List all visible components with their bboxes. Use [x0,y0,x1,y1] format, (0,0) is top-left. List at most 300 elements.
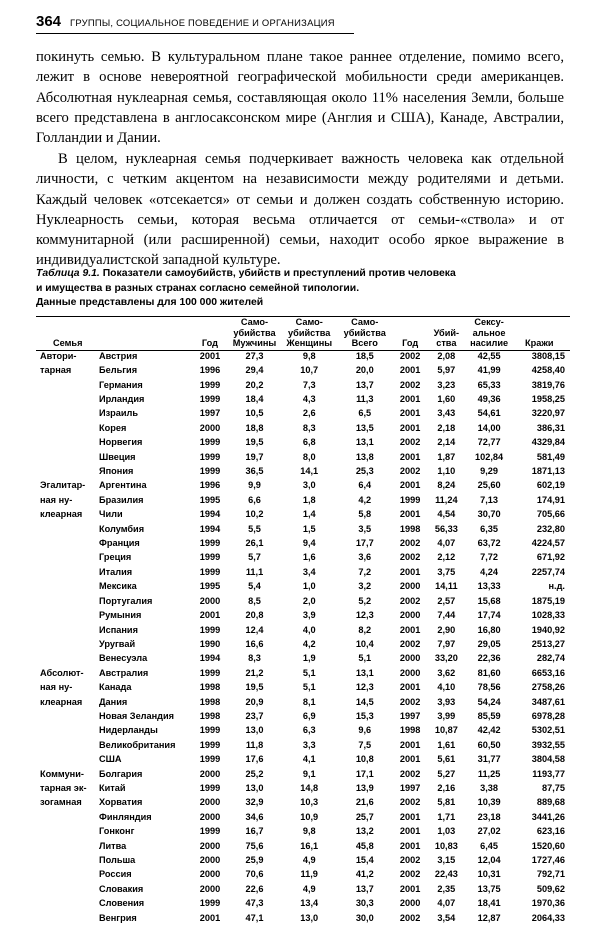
value-cell-homicide: 5,61 [437,754,456,765]
value-cell-men: 19,5 [245,682,264,693]
value-cell-year1: 1994 [199,523,221,534]
column-header-family: Семья [36,317,192,351]
value-cell-women: 5,1 [302,667,316,678]
value-cell-year2: 2002 [399,595,421,606]
value-cell-total: 13,9 [355,782,374,793]
value-cell-men: 18,8 [245,422,264,433]
value-cell-year1: 2000 [199,811,221,822]
country-cell: Словения [99,898,145,909]
country-cell: Швеция [99,451,136,462]
value-cell-total: 9,6 [358,725,372,736]
value-cell-theft: 1875,19 [531,595,565,606]
value-cell-women: 4,3 [302,394,316,404]
value-cell-sexual: 42,55 [477,350,501,361]
value-cell-men: 47,3 [245,898,264,909]
value-cell-theft: 87,75 [542,782,565,793]
value-cell-women: 4,9 [302,883,316,894]
value-cell-year2: 2002 [399,466,421,477]
value-cell-men: 26,1 [245,538,264,549]
table-row [36,913,570,927]
table-row [36,653,570,667]
value-cell-total: 15,3 [355,710,374,721]
value-cell-year2: 2001 [399,754,421,765]
value-cell-sexual: 15,68 [477,595,501,606]
value-cell-year1: 2000 [199,869,221,880]
value-cell-total: 25,7 [355,811,374,822]
value-cell-sexual: 85,59 [477,710,501,721]
value-cell-women: 10,9 [300,811,319,822]
value-cell-women: 10,7 [300,365,319,376]
value-cell-year2: 2001 [399,624,421,635]
value-cell-total: 30,0 [355,912,374,923]
value-cell-total: 11,3 [356,394,374,404]
country-cell: Мексика [99,581,137,592]
paragraph-text: покинуть семью. В культуральном плане такое раннее отделение, помимо всего, лежит в основе невероятной географической мобильности среди американцев. Абсолютная нуклеарная семья, составляющая около 11% населения Земли, больше всего представлена в англосаксонском мире (Англия и США), Канаде, Австралии, Голландии и Дании. [36,49,564,147]
value-cell-homicide: 10,87 [434,725,458,736]
value-cell-year2: 2002 [399,696,421,707]
table-row [36,408,570,422]
value-cell-theft: 705,66 [536,509,565,520]
value-cell-theft: 889,68 [536,797,565,808]
value-cell-total: 30,3 [355,898,374,909]
value-cell-sexual: 4,24 [480,566,499,577]
header-line: убийства [343,327,386,338]
value-cell-homicide: 3,75 [437,566,456,577]
value-cell-sexual: 25,60 [477,480,501,491]
table-row [36,380,570,394]
value-cell-year2: 2002 [399,869,421,880]
value-cell-homicide: 4,10 [437,682,456,693]
table-row [36,610,570,624]
value-cell-women: 7,3 [302,379,316,390]
column-header-suicide-women [281,317,337,351]
value-cell-total: 15,4 [355,855,374,865]
value-cell-year2: 2001 [399,480,421,491]
value-cell-total: 18,5 [355,350,374,361]
family-type-cell [36,884,97,898]
value-cell-year1: 1996 [199,480,221,491]
country-cell: Корея [99,422,127,433]
value-cell-year2: 1999 [399,494,421,505]
column-header-year-suicide: Год [192,317,228,351]
table-row [36,394,570,408]
value-cell-sexual: 13,75 [477,883,501,894]
value-cell-year2: 2002 [399,437,421,448]
country-cell: Нидерланды [99,725,158,736]
value-cell-total: 5,8 [358,509,372,520]
value-cell-men: 13,0 [245,725,264,736]
family-type-cell [36,754,97,768]
value-cell-year1: 1999 [199,624,221,635]
family-type-cell [36,740,97,754]
table-row [36,769,570,783]
family-type-cell: тарная эк- [40,782,87,793]
value-cell-theft: 792,71 [536,869,565,880]
value-cell-sexual: 3,38 [480,782,499,793]
value-cell-year2: 2002 [399,768,421,779]
value-cell-year2: 1998 [399,725,421,736]
country-cell: Франция [99,538,140,549]
value-cell-women: 1,4 [302,509,316,520]
value-cell-women: 14,8 [300,782,319,793]
table-row [36,581,570,595]
column-header-year-crime: Год [392,317,428,351]
country-cell: Бельгия [99,365,138,376]
table-row [36,480,570,494]
value-cell-homicide: 3,54 [437,912,456,923]
value-cell-sexual: 65,33 [477,379,501,390]
value-cell-men: 20,2 [245,379,264,390]
value-cell-homicide: 2,57 [437,595,456,606]
table-header-row [36,317,570,351]
value-cell-women: 1,8 [302,494,316,505]
value-cell-men: 17,6 [245,754,264,765]
country-cell: Португалия [99,595,153,606]
value-cell-women: 1,0 [302,581,316,592]
value-cell-sexual: 13,33 [477,581,501,592]
country-cell: Норвегия [99,437,143,448]
value-cell-year2: 2001 [399,566,421,577]
value-cell-year1: 1998 [199,682,221,693]
value-cell-homicide: 2,14 [437,437,456,448]
value-cell-year2: 2000 [399,667,421,678]
value-cell-total: 17,1 [355,768,374,779]
value-cell-women: 1,5 [302,523,316,534]
country-cell: Аргентина [99,480,147,491]
value-cell-homicide: 14,11 [435,581,458,592]
value-cell-year1: 1999 [199,898,221,909]
value-cell-total: 13,5 [355,422,374,433]
value-cell-men: 20,8 [245,610,264,621]
value-cell-total: 41,2 [355,869,374,880]
value-cell-sexual: 11,25 [477,768,501,779]
value-cell-total: 45,8 [355,840,374,851]
value-cell-total: 12,3 [355,682,374,693]
value-cell-homicide: 5,97 [437,365,456,376]
value-cell-men: 70,6 [245,869,264,880]
family-type-cell [36,380,97,394]
family-type-cell: клеарная [40,696,83,707]
value-cell-total: 6,5 [358,408,372,419]
value-cell-women: 5,1 [302,682,316,693]
value-cell-year2: 2001 [399,422,421,433]
value-cell-women: 9,1 [302,768,316,779]
value-cell-homicide: 10,83 [434,840,458,851]
value-cell-theft: 232,80 [536,523,565,534]
value-cell-total: 5,1 [358,653,372,664]
table-row [36,826,570,840]
value-cell-total: 4,2 [358,494,372,505]
country-cell: Хорватия [99,797,143,808]
value-cell-total: 3,2 [358,581,372,592]
value-cell-homicide: 5,81 [437,797,456,808]
column-header-theft: Кражи [514,317,570,351]
header-line: Само- [240,317,269,327]
value-cell-total: 12,3 [355,610,374,621]
value-cell-year2: 2001 [399,408,421,419]
value-cell-homicide: 4,07 [437,898,456,909]
value-cell-year1: 1990 [199,638,221,649]
country-cell: Чили [99,509,123,520]
value-cell-year1: 1999 [199,552,221,563]
country-cell: Финляндия [99,811,152,822]
value-cell-year2: 2000 [399,581,421,592]
family-type-cell [36,552,97,566]
value-cell-sexual: 30,70 [477,509,501,520]
table-row [36,452,570,466]
running-head [36,14,564,29]
value-cell-men: 11,1 [245,566,264,577]
value-cell-year1: 1996 [199,365,221,376]
value-cell-year1: 2001 [199,350,221,361]
family-type-cell [36,725,97,739]
value-cell-theft: 671,92 [536,552,565,563]
paragraph-text: В целом, нуклеарная семья подчеркивает важность человека как отдельной личности, с четким акцентом на независимости между родителями и детьми. Каждый человек «отсекается» от семьи и должен создать собственную историю. Нуклеарность семьи, которая весьма отличается от семьи-«ствола» и от коммунитарной (или расширенной) семьи, находит особо яркое выражение в индивидуалистской западной культуре. [36,151,564,269]
country-cell: Израиль [99,408,139,419]
country-cell: Польша [99,855,136,865]
value-cell-sexual: 12,87 [477,912,501,923]
value-cell-homicide: 22,43 [434,869,458,880]
table-row [36,797,570,811]
value-cell-year1: 2000 [199,797,221,808]
value-cell-sexual: 72,77 [477,437,501,448]
value-cell-men: 18,4 [245,394,264,404]
value-cell-theft: 2064,33 [531,912,565,923]
value-cell-sexual: 63,72 [477,538,501,549]
value-cell-year1: 1999 [199,437,221,448]
value-cell-women: 13,4 [300,898,319,909]
value-cell-men: 19,7 [245,451,264,462]
table-row [36,682,570,696]
family-type-cell [36,812,97,826]
value-cell-year2: 2001 [399,826,421,837]
column-header-suicide-men [228,317,281,351]
country-cell: Австралия [99,667,149,678]
value-cell-sexual: 27,02 [477,826,501,837]
country-cell: Словакия [99,883,144,894]
value-cell-women: 11,9 [300,869,318,880]
country-cell: Дания [99,696,128,707]
header-line: Убий- [433,327,460,338]
value-cell-women: 8,0 [302,451,316,462]
table-row [36,350,570,365]
family-type-cell: Коммуни- [40,768,84,779]
value-cell-total: 13,1 [355,437,374,448]
table-row [36,884,570,898]
table-row [36,625,570,639]
family-type-cell [36,408,97,422]
value-cell-year1: 1999 [199,725,221,736]
header-rule [36,33,354,34]
value-cell-women: 6,9 [302,710,316,721]
value-cell-total: 7,2 [358,566,372,577]
header-line: ства [436,338,457,349]
body-paragraph-2 [36,149,564,271]
value-cell-total: 13,7 [355,883,374,894]
value-cell-women: 9,4 [302,538,316,549]
value-cell-year1: 2000 [199,595,221,606]
value-cell-theft: 174,91 [536,494,565,505]
value-cell-year2: 1998 [399,523,421,534]
value-cell-men: 12,4 [245,624,264,635]
country-cell: Уругвай [99,638,136,649]
value-cell-theft: 1028,33 [531,610,565,621]
value-cell-men: 21,2 [245,667,264,678]
value-cell-women: 3,4 [302,566,316,577]
value-cell-sexual: 17,74 [477,610,501,621]
country-cell: Россия [99,869,132,880]
country-cell: Румыния [99,610,142,621]
value-cell-theft: н.д. [548,581,565,592]
table-row [36,783,570,797]
family-type-cell [36,855,97,869]
value-cell-men: 19,5 [245,437,264,448]
value-cell-total: 20,0 [355,365,374,376]
value-cell-year2: 2001 [399,394,421,404]
family-type-cell [36,437,97,451]
value-cell-women: 8,1 [302,696,316,707]
value-cell-homicide: 56,33 [434,523,458,534]
value-cell-sexual: 22,36 [477,653,501,664]
value-cell-homicide: 33,20 [434,653,458,664]
value-cell-homicide: 1,60 [437,394,456,404]
country-cell: Новая Зеландия [99,710,175,721]
country-cell: Германия [99,379,143,390]
country-cell: Италия [99,566,133,577]
header-line: Само- [351,317,379,327]
value-cell-men: 29,4 [245,365,264,376]
value-cell-sexual: 9,29 [480,466,499,477]
value-cell-sexual: 10,39 [477,797,501,808]
value-cell-year2: 2000 [399,610,421,621]
table-row [36,754,570,768]
value-cell-theft: 1958,25 [531,394,565,404]
value-cell-theft: 1871,13 [531,466,565,477]
value-cell-total: 21,6 [355,797,374,808]
country-cell: Австрия [99,350,138,361]
country-cell: Бразилия [99,494,144,505]
value-cell-homicide: 3,15 [437,855,456,865]
family-type-cell [36,581,97,595]
value-cell-sexual: 49,36 [477,394,501,404]
value-cell-men: 13,0 [245,782,264,793]
header-line: Женщины [286,338,333,349]
value-cell-total: 13,2 [355,826,374,837]
country-cell: Венгрия [99,912,137,923]
family-type-cell [36,452,97,466]
value-cell-total: 13,1 [355,667,374,678]
header-line: насилие [470,338,509,349]
value-cell-total: 8,2 [358,624,372,635]
value-cell-theft: 386,31 [536,422,565,433]
value-cell-men: 6,6 [248,494,261,505]
value-cell-year2: 2001 [399,739,421,750]
value-cell-men: 8,5 [248,595,261,606]
value-cell-men: 22,6 [245,883,264,894]
value-cell-women: 4,0 [302,624,316,635]
value-cell-year2: 2002 [399,350,421,361]
value-cell-year1: 1995 [199,494,221,505]
value-cell-total: 5,2 [358,595,372,606]
value-cell-year1: 1999 [199,826,221,837]
value-cell-theft: 2513,27 [531,638,565,649]
value-cell-theft: 1193,77 [532,768,565,779]
value-cell-homicide: 2,08 [437,350,456,361]
value-cell-theft: 1520,60 [531,840,565,851]
value-cell-women: 4,2 [302,638,316,649]
family-type-cell: клеарная [40,509,83,520]
value-cell-theft: 3804,58 [531,754,565,765]
table-body [36,350,570,927]
value-cell-theft: 602,19 [536,480,565,491]
value-cell-women: 13,0 [300,912,319,923]
value-cell-theft: 3487,61 [531,696,565,707]
value-cell-men: 10,5 [245,408,264,419]
table-row [36,711,570,725]
value-cell-theft: 581,49 [536,451,565,462]
value-cell-year1: 1999 [199,379,221,390]
country-cell: Литва [99,840,127,851]
value-cell-theft: 3441,26 [531,811,565,822]
value-cell-year1: 1998 [199,710,221,721]
table-row [36,841,570,855]
value-cell-theft: 3808,15 [531,350,565,361]
country-cell: Болгария [99,768,143,779]
value-cell-theft: 3932,55 [531,739,565,750]
value-cell-women: 1,6 [302,552,316,563]
value-cell-total: 17,7 [355,538,374,549]
header-line: убийства [233,327,276,338]
value-cell-year2: 2000 [399,653,421,664]
value-cell-year1: 1999 [199,466,221,477]
country-cell: Колумбия [99,523,145,534]
value-cell-year2: 2001 [399,682,421,693]
body-paragraph-1 [36,47,564,148]
value-cell-homicide: 2,35 [437,883,456,894]
header-line: альное [472,327,506,338]
table-row [36,423,570,437]
value-cell-women: 6,3 [302,725,316,736]
caption-line-3: Данные представлены для 100 000 жителей [36,297,264,309]
value-cell-sexual: 54,24 [477,696,501,707]
table-number: Таблица 9.1. [36,268,100,279]
value-cell-total: 6,4 [358,480,372,491]
family-type-cell [36,567,97,581]
table-row [36,855,570,869]
value-cell-men: 25,2 [245,768,264,779]
header-line: Само- [295,317,323,327]
value-cell-year1: 1999 [199,739,221,750]
table-row [36,524,570,538]
value-cell-year1: 2000 [199,840,221,851]
value-cell-year1: 1999 [199,754,221,765]
family-type-cell [36,524,97,538]
value-cell-homicide: 1,87 [437,451,456,462]
value-cell-year1: 2000 [199,855,221,865]
table-row [36,596,570,610]
value-cell-women: 9,8 [302,826,316,837]
value-cell-sexual: 10,31 [477,869,501,880]
value-cell-sexual: 42,42 [477,725,501,736]
value-cell-men: 36,5 [245,466,264,477]
value-cell-total: 3,6 [358,552,372,563]
value-cell-year2: 1997 [399,710,421,721]
value-cell-women: 2,6 [302,408,316,419]
value-cell-year2: 2002 [399,855,421,865]
value-cell-sexual: 102,84 [475,451,504,462]
value-cell-homicide: 2,18 [437,422,456,433]
value-cell-year1: 1995 [199,581,221,592]
